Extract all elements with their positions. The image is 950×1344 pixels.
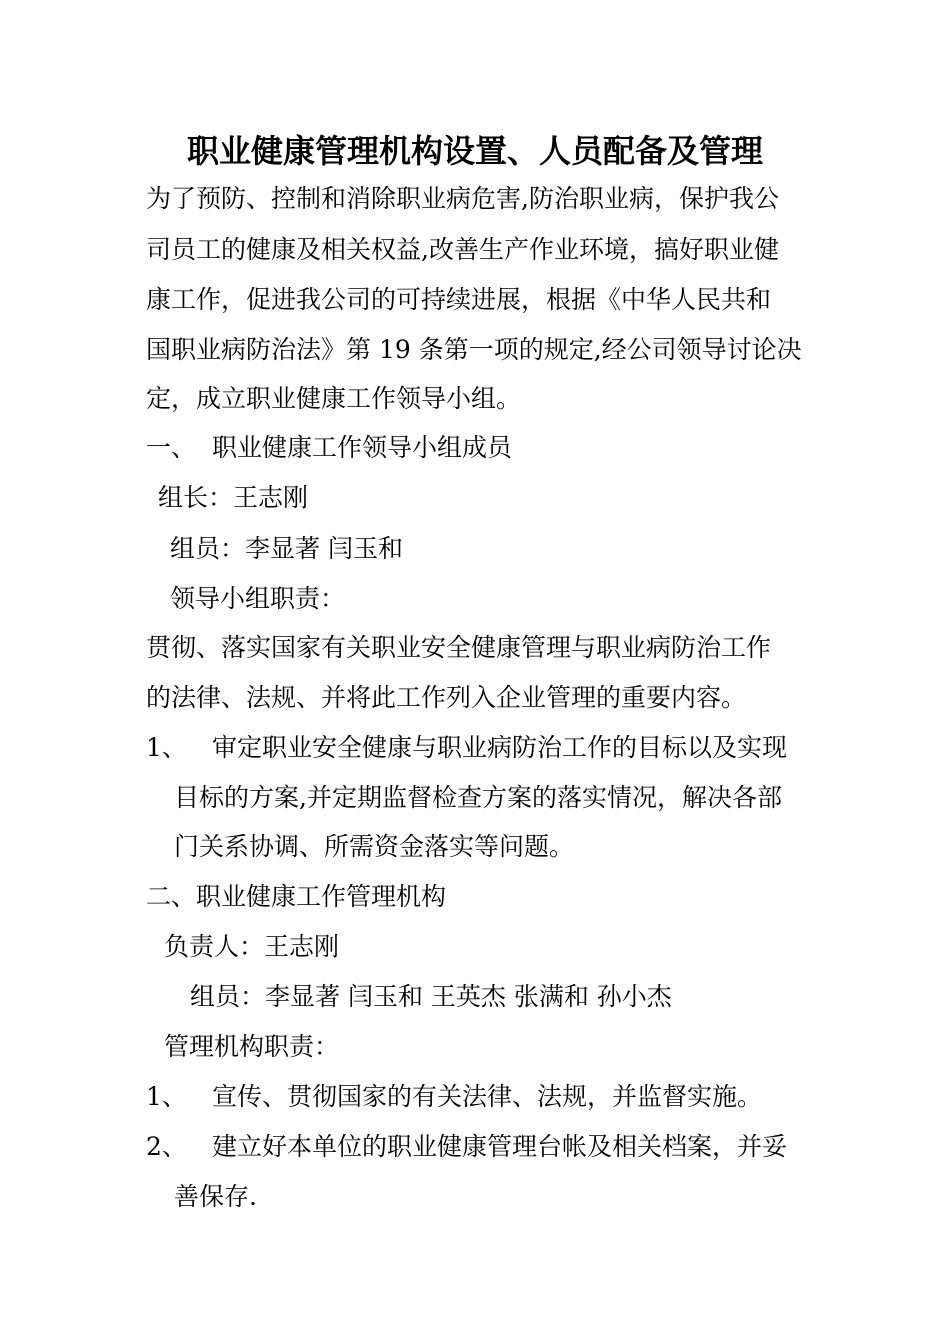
section2-item2-line-2: 善保存. xyxy=(174,1182,257,1211)
section2-item1-text: 宣传、贯彻国家的有关法律、法规，并监督实施。 xyxy=(212,1082,763,1111)
section1-item1-number: 1、 xyxy=(146,733,187,762)
intro-line-1: 为了预防、控制和消除职业病危害,防治职业病，保护我公 xyxy=(146,184,779,213)
section2-item2-text-1: 建立好本单位的职业健康管理台帐及相关档案，并妥 xyxy=(212,1132,788,1161)
section1-duties-label: 领导小组职责： xyxy=(170,584,346,613)
section1-item1-line-2: 目标的方案,并定期监督检查方案的落实情况，解决各部 xyxy=(174,783,782,812)
section1-leader: 组长：王志刚 xyxy=(158,483,309,512)
section2-members: 组员：李显著 闫玉和 王英杰 张满和 孙小杰 xyxy=(190,982,672,1011)
intro-line-2: 司员工的健康及相关权益,改善生产作业环境，搞好职业健 xyxy=(146,235,779,264)
intro-line-4: 国职业病防治法》第 19 条第一项的规定,经公司领导讨论决 xyxy=(146,335,802,364)
section2-item1-number: 1、 xyxy=(146,1082,187,1111)
section1-heading-text: 职业健康工作领导小组成员 xyxy=(212,433,513,462)
section1-heading xyxy=(146,433,512,463)
section1-item1-line-3: 门关系协调、所需资金落实等问题。 xyxy=(174,832,575,861)
intro-line-5: 定，成立职业健康工作领导小组。 xyxy=(146,384,522,413)
section1-duties-line-2: 的法律、法规、并将此工作列入企业管理的重要内容。 xyxy=(146,683,747,712)
intro-line-3: 康工作，促进我公司的可持续进展，根据《中华人民共和 xyxy=(146,285,772,314)
section1-number: 一、 xyxy=(146,433,197,462)
section1-members: 组员：李显著 闫玉和 xyxy=(170,534,403,563)
section2-item2-number: 2、 xyxy=(146,1132,187,1161)
document-title: 职业健康管理机构设置、人员配备及管理 xyxy=(186,132,763,170)
section1-item1-line-1 xyxy=(146,733,787,763)
section1-duties-line-1: 贯彻、落实国家有关职业安全健康管理与职业病防治工作 xyxy=(146,633,772,662)
section2-leader: 负责人：王志刚 xyxy=(164,932,340,961)
section2-heading: 二、职业健康工作管理机构 xyxy=(146,882,447,911)
section2-duties-label: 管理机构职责： xyxy=(164,1032,340,1061)
section2-item2-line-1 xyxy=(146,1132,787,1162)
section2-item1 xyxy=(146,1082,762,1112)
section1-item1-text-1: 审定职业安全健康与职业病防治工作的目标以及实现 xyxy=(212,733,788,762)
